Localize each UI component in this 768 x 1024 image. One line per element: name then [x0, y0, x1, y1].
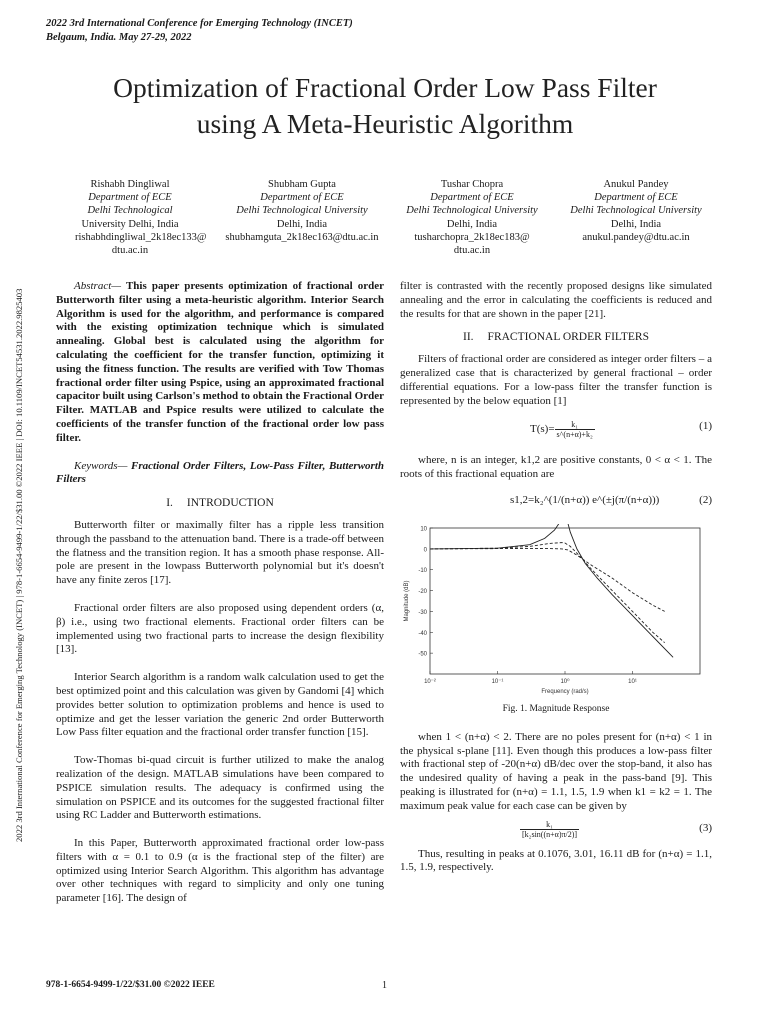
author-email: anukul.pandey@dtu.ac.in	[582, 231, 690, 243]
author-org: Delhi Technological University	[406, 205, 538, 217]
title-line-2: using A Meta-Heuristic Algorithm	[196, 108, 574, 139]
author-email-2: dtu.ac.in	[453, 245, 491, 257]
x-tick-label: 10⁻²	[424, 678, 436, 685]
author-name: Shubham Gupta	[268, 179, 336, 190]
page-number: 1	[382, 980, 387, 991]
y-tick-label: -50	[418, 651, 427, 658]
paper-title	[40, 70, 730, 142]
author-org-2: University Delhi, India	[81, 218, 179, 230]
series-line-2	[430, 543, 665, 643]
author-org-2: Delhi, India	[446, 218, 498, 230]
plot-frame	[430, 528, 700, 674]
title-line-1: Optimization of Fractional Order Low Pass Filter	[113, 72, 657, 103]
series-line-1	[430, 524, 673, 657]
y-tick-label: -20	[418, 589, 427, 596]
equation-1	[400, 416, 712, 446]
right-column	[400, 280, 712, 875]
section-title: FRACTIONAL ORDER FILTERS	[487, 331, 649, 344]
paragraph: Butterworth filter or maximally filter has a ripple less transition through the passband to the attenuation band. There is a trade-off between the flatness and the transition region. It has a smooth phase response. All-pole are present in the lowpass Butterworth polynomial but it's doesn't have any finite zeros [17].	[56, 518, 384, 587]
author-block-1	[75, 178, 207, 257]
paragraph: when 1 < (n+α) < 2. There are no poles present for (n+α) < 1 in the physical s-plane [11]. Even though this produces a low-pass filter with fractional step of -20(n+α) dB/dec over the stop-band, it also has the undesired quality of having a peak in the pass-band [9]. This peaking is illustrated for (n+α) = 1.1, 1.5, 1.9 when k1 = k2 = 1. The maximum peak value for each case can be given by	[400, 730, 712, 812]
author-block-2	[222, 178, 382, 244]
paragraph: Filters of fractional order are considered as integer order filters – a generalized case that is characterized by general fractional – order differential equations. For a low-pass filter the transfer function is represented by the below equation [1]	[400, 353, 712, 407]
left-column	[56, 280, 384, 906]
eq1-denominator: s^(n+α)+k₂	[556, 430, 593, 440]
magnitude-response-figure	[400, 524, 712, 699]
figure-caption: Fig. 1. Magnitude Response	[502, 703, 610, 714]
conference-header	[46, 17, 353, 45]
paragraph: filter is contrasted with the recently proposed designs like simulated annealing and the error in calculating the coefficients is reduced and the results for that are shown in the paper [21].	[400, 280, 712, 320]
x-tick-label: 10⁻¹	[491, 678, 504, 685]
author-org-2: Delhi, India	[610, 218, 662, 230]
author-email: rishabhdingliwal_2k18ec133@	[75, 231, 207, 243]
x-tick-label: 10⁰	[560, 678, 570, 685]
abstract	[56, 280, 384, 446]
y-tick-label: -10	[418, 568, 427, 575]
paragraph: Tow-Thomas bi-quad circuit is further utilized to make the analog realization of the design. MATLAB simulations have been compared to PSPICE simulation results. The adequacy is confirmed using the simulation on PSPICE and its outcomes for the suggested fractional filter using RC Ladder and Butterworth estimations.	[56, 754, 384, 822]
x-axis-label: Frequency (rad/s)	[541, 688, 589, 695]
author-email-2: dtu.ac.in	[111, 245, 149, 257]
author-dept: Department of ECE	[430, 192, 514, 204]
author-block-4	[556, 178, 716, 244]
side-doi-text: 2022 3rd International Conference for Emerging Technology (INCET) | 978-1-6654-9499-1/22/$31.00 ©2022 IEEE | DOI: 10.1109/INCET54531.2022.9825403	[14, 288, 24, 842]
paragraph: Interior Search algorithm is a random walk calculation used to get the best optimized point and this calculation was given by Gandomi [4] which provides better solution to optimization problems and hence is used to optimize and get the lesser variation the generic 2nd order Butterworth Low Pass filter equation and the fractional order transfer function [15].	[56, 671, 384, 739]
author-email: shubhamguta_2k18ec163@dtu.ac.in	[225, 231, 379, 243]
keywords-lead: Keywords—	[74, 459, 128, 472]
eq1-lhs: T(s)=	[530, 423, 555, 436]
author-dept: Department of ECE	[88, 192, 172, 204]
y-axis-label: Magnitude (dB)	[404, 580, 410, 622]
keywords-text: Fractional Order Filters, Low-Pass Filter, Butterworth Filters	[56, 459, 384, 486]
conference-name: 2022 3rd International Conference for Emerging Technology (INCET)	[46, 18, 353, 29]
keywords	[56, 460, 384, 488]
eq3-numerator: k₁	[520, 820, 579, 830]
y-tick-label: -40	[418, 630, 427, 637]
author-org: Delhi Technological	[87, 205, 173, 217]
eq2-lhs: s1,2=	[510, 493, 535, 506]
author-dept: Department of ECE	[594, 192, 678, 204]
conference-location: Belgaum, India. May 27-29, 2022	[46, 32, 192, 43]
section-number: I.	[166, 497, 173, 510]
paragraph: where, n is an integer, k1,2 are positive constants, 0 < α < 1. The roots of this fractional equation are	[400, 454, 712, 481]
section-number: II.	[463, 331, 474, 344]
eq3-denominator: [k₂sin((n+α)π/2)]	[522, 829, 578, 839]
abstract-lead: Abstract—	[74, 280, 122, 292]
author-block-3	[392, 178, 552, 257]
section-heading-fractional	[400, 331, 712, 345]
author-name: Anukul Pandey	[603, 179, 669, 190]
author-email: tusharchopra_2k18ec183@	[414, 231, 530, 243]
author-org: Delhi Technological University	[236, 205, 368, 217]
author-name: Rishabh Dingliwal	[90, 179, 170, 190]
x-tick-label: 10¹	[628, 678, 637, 685]
footer-copyright: 978-1-6654-9499-1/22/$31.00 ©2022 IEEE	[46, 980, 215, 990]
paragraph: In this Paper, Butterworth approximated fractional order low-pass filters with α = 0.1 to 0.9 (α is the fractional step of the filter) are optimized using Interior Search Algorithm. This algorithm has advantage over other techniques with regard to simplicity and only one tuning parameter [16]. The design of	[56, 837, 384, 905]
y-tick-label: 0	[423, 547, 427, 554]
author-dept: Department of ECE	[260, 192, 344, 204]
author-org: Delhi Technological University	[570, 205, 702, 217]
eq1-numerator: k₁	[555, 420, 595, 430]
equation-2	[400, 490, 712, 520]
eq2-rhs: k₂^(1/(n+α)) e^(±j(π/(n+α)))	[534, 493, 660, 506]
y-tick-label: -30	[418, 609, 427, 616]
equation-number: (2)	[699, 493, 712, 506]
equation-number: (3)	[699, 821, 712, 834]
author-org-2: Delhi, India	[276, 218, 328, 230]
y-tick-label: 10	[420, 526, 427, 533]
equation-3	[400, 814, 712, 848]
section-heading-intro	[56, 497, 384, 511]
paragraph: Fractional order filters are also proposed using dependent orders (α, β) i.e., using two fractional elements. Fractional order filters can be implemented using two fractional parts to increase the design flexibility [13].	[56, 601, 384, 656]
series-line-3	[430, 548, 665, 611]
section-title: INTRODUCTION	[186, 497, 274, 510]
equation-number: (1)	[699, 420, 712, 433]
abstract-text: This paper presents optimization of fractional order Butterworth filter using a meta-heuristic algorithm. Interior Search Algorithm is used for the algorithm, and performance is compared with the existing optimization technique which is simulated annealing. Global best is calculated using the algorithm for calculating the coefficient for the transfer function, optimizing it using the fitness function. The results are verified with Tow Thomas fractional order filter using Pspice, using an approximated fractional capacitor built using Carlson's method to obtain the Fractional Order Filter. MATLAB and Pspice results were utilized to calculate the coefficients of the transfer function of the fractional order low pass filter.	[56, 280, 384, 444]
author-name: Tushar Chopra	[440, 179, 504, 190]
magnitude-response-chart	[400, 524, 712, 699]
paragraph: Thus, resulting in peaks at 0.1076, 3.01, 16.11 dB for (n+α) = 1.1, 1.5, 1.9, respectively.	[400, 847, 712, 874]
